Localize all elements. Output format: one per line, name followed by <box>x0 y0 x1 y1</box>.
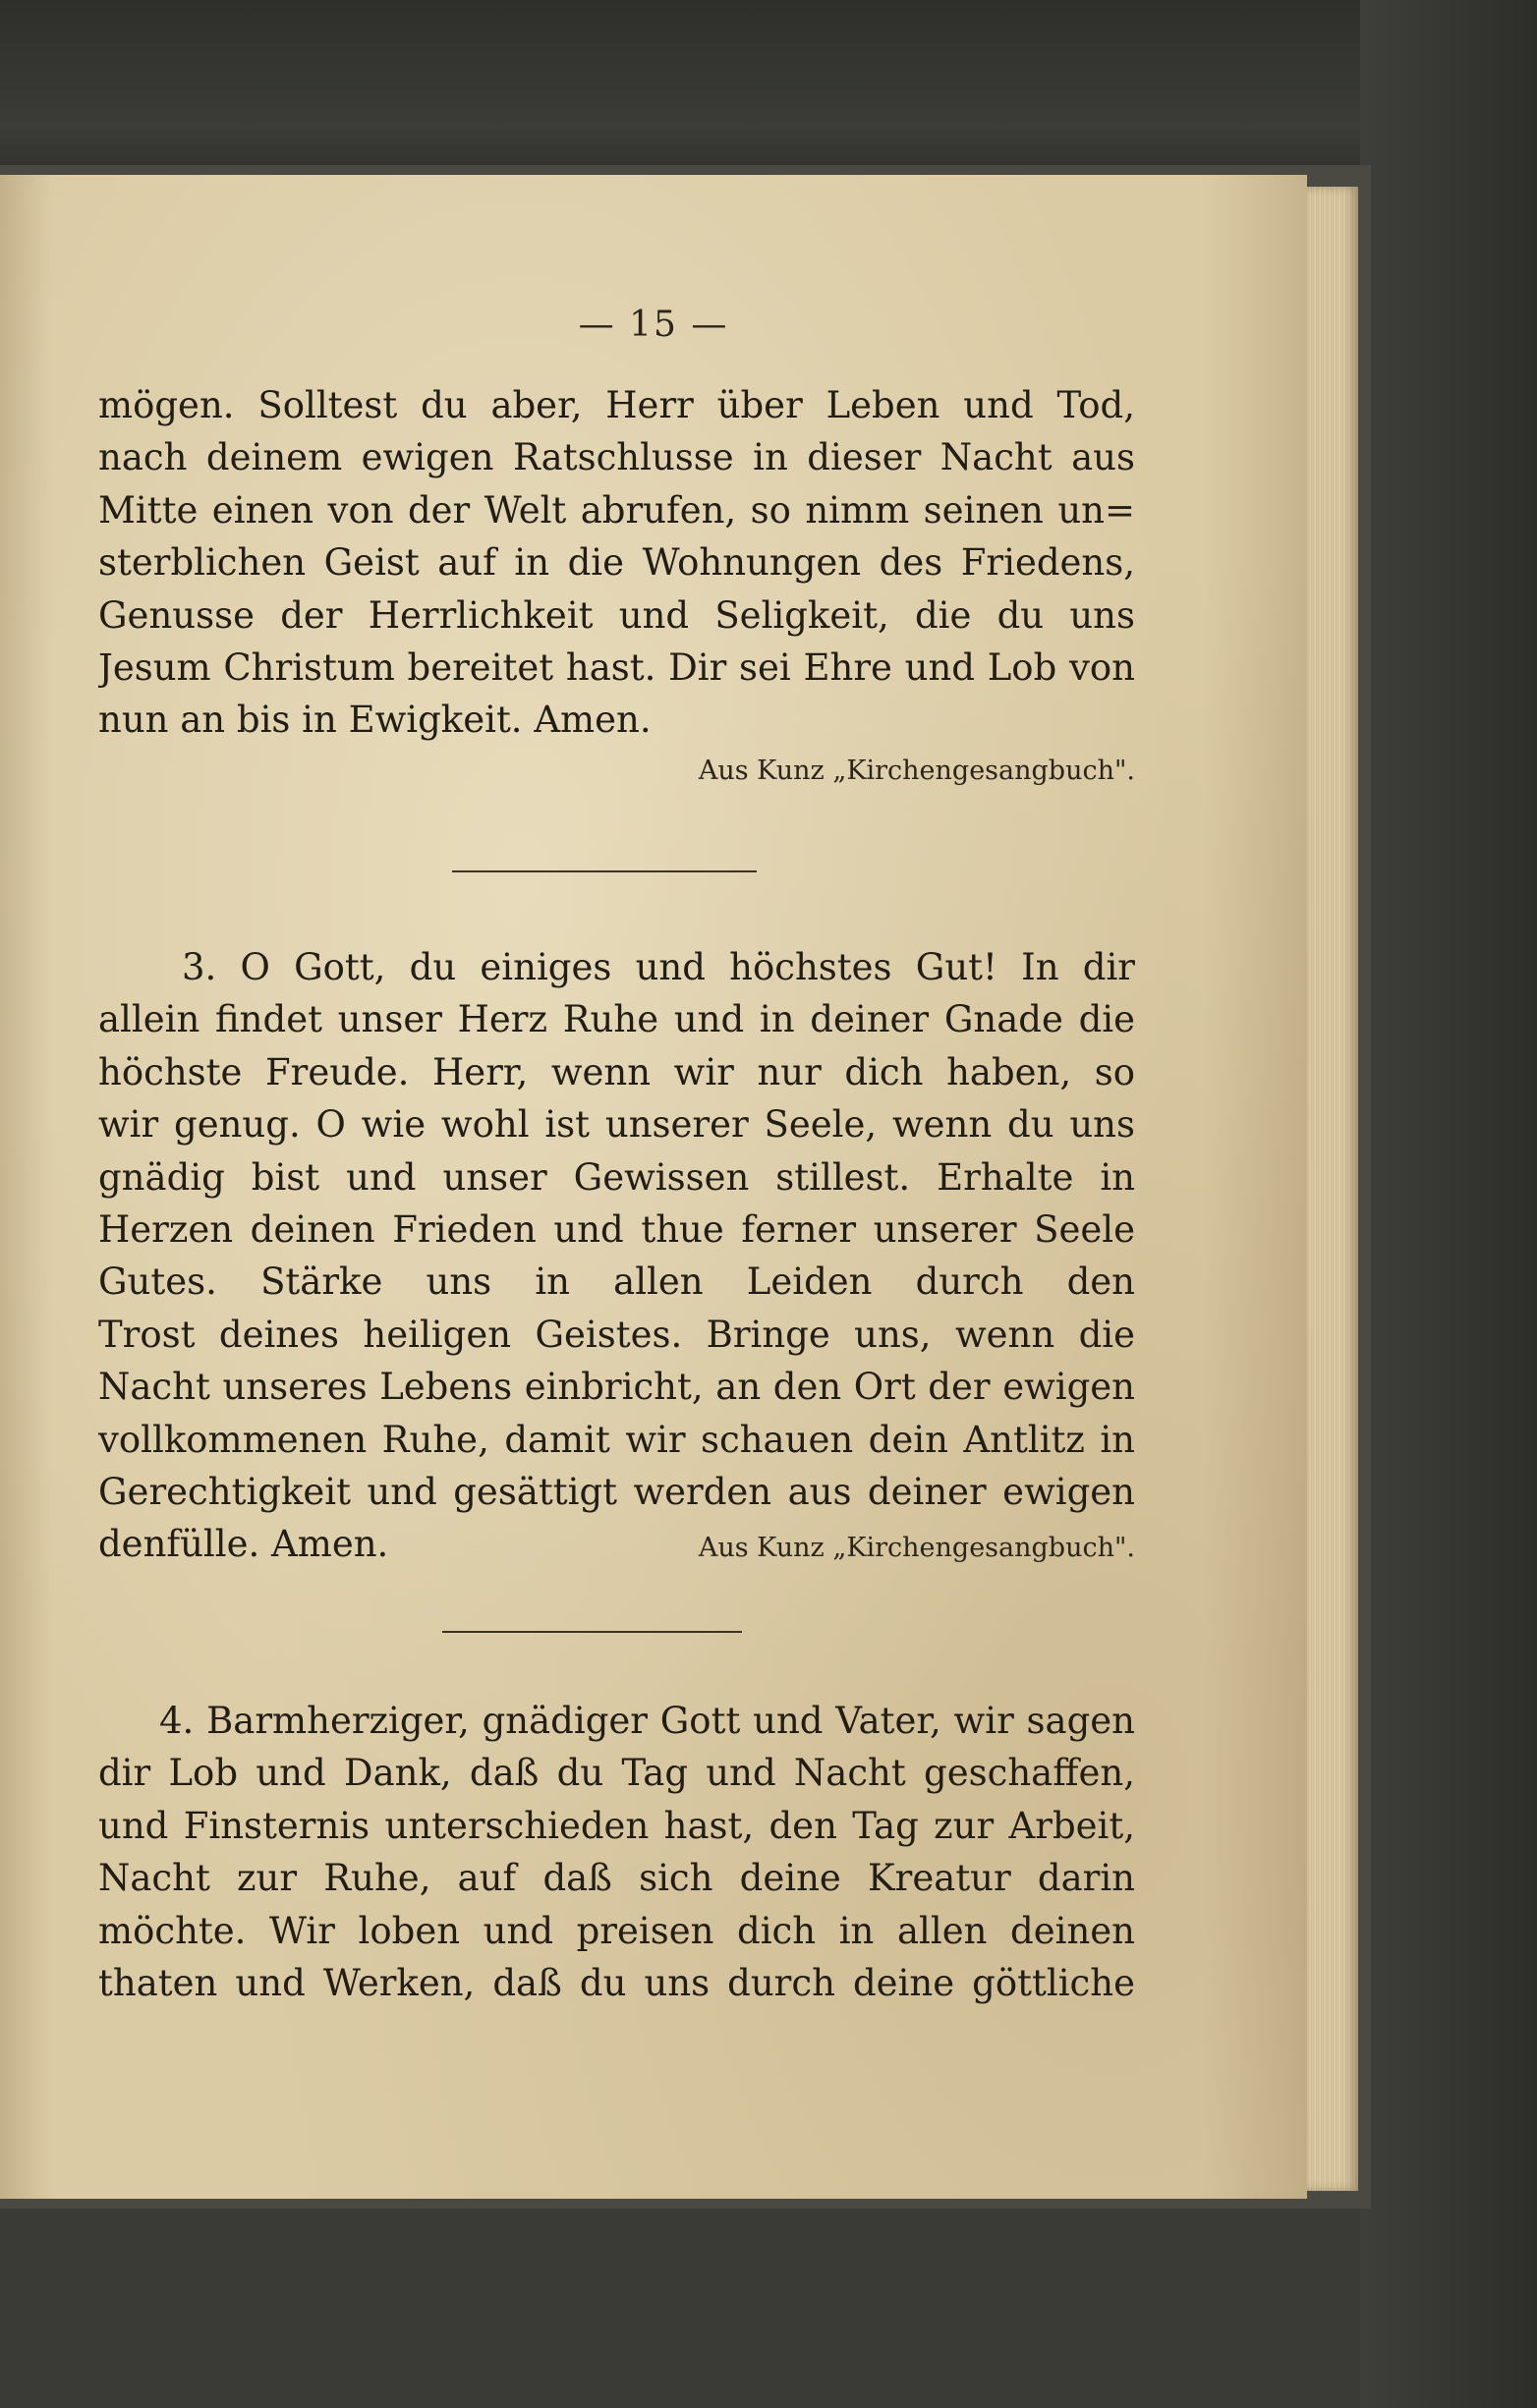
text-line: mögen. Solltest du aber, Herr über Leben und Tod, <box>98 384 1135 426</box>
text-line: nun an bis in Ewigkeit. Amen. <box>98 699 652 742</box>
text-line: dir Lob und Dank, daß du Tag und Nacht geschaffen, <box>98 1752 1135 1795</box>
text-line: Mitte einen von der Welt abrufen, so nimm seinen un= <box>98 488 1135 532</box>
text-line: und Finsternis unterschieden hast, den Tag zur Arbeit, <box>98 1804 1135 1847</box>
text-line: thaten und Werken, daß du uns durch deine göttliche <box>98 1961 1135 2004</box>
section-divider <box>442 1631 742 1633</box>
section-4 <box>98 1695 1135 2009</box>
source-citation: Aus Kunz „Kirchengesangbuch". <box>698 1533 1135 1564</box>
background-top <box>0 0 1537 182</box>
text-line: nach deinem ewigen Ratschlusse in dieser Nacht aus <box>98 436 1135 479</box>
section-1 <box>98 379 1135 796</box>
closing-line <box>98 1518 1135 1574</box>
text-line: Jesum Christum bereitet hast. Dir sei Ehre und Lob von <box>98 645 1135 689</box>
text-line: Nacht unseres Lebens einbricht, an den Ort der ewigen <box>98 1366 1135 1409</box>
section-3 <box>98 941 1135 1575</box>
text-line: Nacht zur Ruhe, auf daß sich deine Kreatur darin <box>98 1857 1135 1900</box>
text-line: 4. Barmherziger, gnädiger Gott und Vater, wir sagen <box>159 1700 1135 1742</box>
text-line: sterblichen Geist auf in die Wohnungen des Friedens, <box>98 541 1135 585</box>
text-line: Genusse der Herrlichkeit und Seligkeit, die du uns <box>98 593 1135 637</box>
text-line: Trost deines heiligen Geistes. Bringe uns, wenn die <box>98 1313 1135 1356</box>
text-line: gnädig bist und unser Gewissen stillest. Erhalte in <box>98 1155 1135 1199</box>
text-line: wir genug. O wie wohl ist unserer Seele, wenn du uns <box>98 1103 1135 1147</box>
text-line: denfülle. Amen. <box>98 1523 389 1566</box>
text-line: vollkommenen Ruhe, damit wir schauen dein Antlitz in <box>98 1418 1135 1461</box>
text-line: 3. O Gott, du einiges und höchstes Gut! In dir <box>182 946 1135 988</box>
text-line: möchte. Wir loben und preisen dich in allen deinen <box>98 1909 1135 1952</box>
source-citation: Aus Kunz „Kirchengesangbuch". <box>698 755 1135 786</box>
section-divider <box>452 870 757 872</box>
text-line: Herzen deinen Frieden und thue ferner unserer Seele <box>98 1207 1135 1251</box>
text-line: Gutes. Stärke uns in allen Leiden durch den <box>98 1260 1135 1304</box>
page-number: — 15 — <box>578 305 729 345</box>
background-right <box>1360 0 1537 2408</box>
page-edges <box>1307 187 1358 2191</box>
text-line: höchste Freude. Herr, wenn wir nur dich haben, so <box>98 1050 1135 1093</box>
text-line: Gerechtigkeit und gesättigt werden aus deiner ewigen <box>98 1470 1135 1513</box>
text-line: allein findet unser Herz Ruhe und in deiner Gnade die <box>98 998 1135 1041</box>
